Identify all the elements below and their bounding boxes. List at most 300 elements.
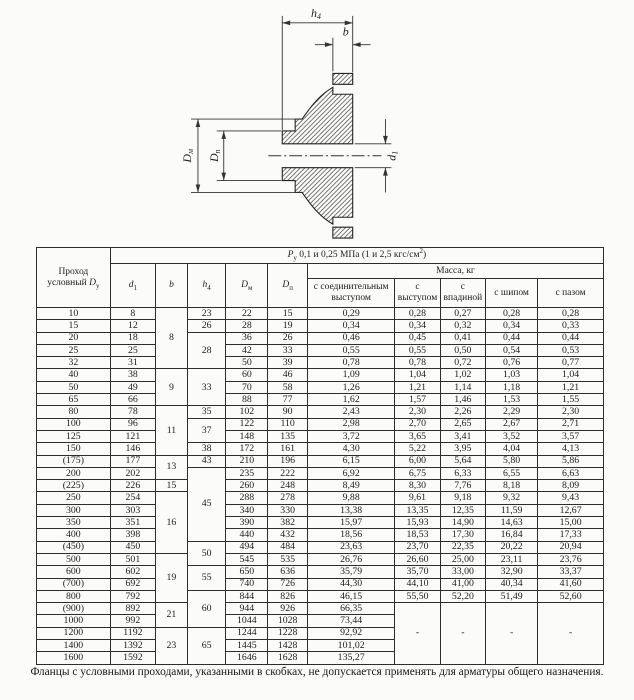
table-cell: 23 — [156, 627, 188, 664]
table-cell: 210 — [226, 455, 268, 467]
table-row — [37, 369, 604, 381]
table-cell: 351 — [110, 517, 155, 529]
table-cell: 33 — [187, 369, 226, 406]
table-cell: 146 — [110, 443, 155, 455]
header-h4: $h_4$ — [187, 264, 226, 308]
header-mass-raised: с выступом — [395, 279, 440, 308]
table-cell: 1,04 — [395, 369, 440, 381]
table-cell: 102 — [226, 406, 268, 418]
table-cell: 535 — [268, 553, 308, 565]
table-row — [37, 504, 604, 516]
table-row — [37, 381, 604, 393]
table-cell: 100 — [37, 418, 111, 430]
table-cell: - — [395, 603, 440, 664]
table-cell: 1,21 — [538, 381, 604, 393]
table-cell: 52,60 — [538, 590, 604, 602]
table-cell: 101,02 — [308, 640, 395, 652]
table-cell: 1,26 — [308, 381, 395, 393]
table-cell: 1,21 — [395, 381, 440, 393]
table-cell: 450 — [110, 541, 155, 553]
table-cell: 6,33 — [440, 467, 485, 479]
table-cell: 78 — [110, 406, 155, 418]
table-cell: 36 — [226, 332, 268, 344]
table-cell: 0,72 — [440, 357, 485, 369]
table-cell: 46,15 — [308, 590, 395, 602]
table-cell: 17,33 — [538, 529, 604, 541]
table-cell: 40,34 — [486, 578, 538, 590]
table-cell: 49 — [110, 381, 155, 393]
table-cell: 2,71 — [538, 418, 604, 430]
table-row — [37, 406, 604, 418]
table-cell: 0,28 — [395, 308, 440, 320]
table-cell: 2,70 — [395, 418, 440, 430]
table-cell: 55 — [187, 566, 226, 591]
table-cell: 22,35 — [440, 541, 485, 553]
table-cell: 38 — [187, 443, 226, 455]
table-cell: 122 — [226, 418, 268, 430]
table-cell: 6,15 — [308, 455, 395, 467]
table-cell: 1,53 — [486, 394, 538, 406]
table-cell: 26,60 — [395, 553, 440, 565]
table-cell: 90 — [268, 406, 308, 418]
table-cell: 9,32 — [486, 492, 538, 504]
dim-label-b: b — [342, 24, 349, 39]
table-cell: 0,50 — [440, 344, 485, 356]
header-b: b — [156, 264, 188, 308]
table-cell: 1592 — [110, 652, 155, 664]
table-cell: 3,57 — [538, 430, 604, 442]
table-cell: 9,61 — [395, 492, 440, 504]
table-row — [37, 480, 604, 492]
table-cell: 32,90 — [486, 566, 538, 578]
table-cell: 196 — [268, 455, 308, 467]
table-cell: 1400 — [37, 640, 111, 652]
table-cell: 4,13 — [538, 443, 604, 455]
table-cell: 125 — [37, 430, 111, 442]
table-cell: 148 — [226, 430, 268, 442]
table-cell: 0,32 — [440, 320, 485, 332]
table-row — [37, 529, 604, 541]
arrowhead — [196, 119, 201, 127]
header-py: $P_у$ 0,1 и 0,25 МПа (1 и 2,5 кгс/$см^2$) — [110, 248, 603, 264]
table-cell: 440 — [226, 529, 268, 541]
table-row — [37, 553, 604, 565]
table-cell: 1000 — [37, 615, 111, 627]
table-cell: 33,00 — [440, 566, 485, 578]
table-cell: (700) — [37, 578, 111, 590]
table-cell: 23 — [187, 308, 226, 320]
table-row — [37, 541, 604, 553]
table-row — [37, 308, 604, 320]
table-cell: 1,09 — [308, 369, 395, 381]
table-cell: 0,55 — [308, 344, 395, 356]
table-row — [37, 443, 604, 455]
table-cell: 0,76 — [486, 357, 538, 369]
table-cell: 110 — [268, 418, 308, 430]
arrowhead — [383, 168, 388, 176]
table-cell: 37 — [187, 418, 226, 443]
table-cell: 26 — [187, 320, 226, 332]
arrowhead — [196, 185, 201, 193]
table-cell: 6,63 — [538, 467, 604, 479]
table-cell: 8,18 — [486, 480, 538, 492]
table-cell: 6,00 — [395, 455, 440, 467]
table-cell: 692 — [110, 578, 155, 590]
table-cell: 13,38 — [308, 504, 395, 516]
table-cell: 13,35 — [395, 504, 440, 516]
table-cell: (900) — [37, 603, 111, 615]
table-cell: 150 — [37, 443, 111, 455]
table-cell: 35,79 — [308, 566, 395, 578]
table-cell: 650 — [226, 566, 268, 578]
table-cell: 135,27 — [308, 652, 395, 664]
table-cell: 3,52 — [486, 430, 538, 442]
table-cell: 5,22 — [395, 443, 440, 455]
table-cell: 9,18 — [440, 492, 485, 504]
table-cell: 0,34 — [308, 320, 395, 332]
table-cell: 222 — [268, 467, 308, 479]
table-cell: 1600 — [37, 652, 111, 664]
table-cell: 792 — [110, 590, 155, 602]
table-cell: 26,76 — [308, 553, 395, 565]
arrowhead — [353, 42, 361, 47]
table-row — [37, 344, 604, 356]
flange-drawing — [150, 2, 480, 248]
arrowhead — [325, 42, 333, 47]
table-cell: (450) — [37, 541, 111, 553]
table-cell: 0,29 — [308, 308, 395, 320]
table-cell: 0,27 — [440, 308, 485, 320]
table-cell: 77 — [268, 394, 308, 406]
table-cell: 944 — [226, 603, 268, 615]
table-cell: 0,45 — [395, 332, 440, 344]
dimension-b — [315, 38, 371, 72]
table-cell: 26 — [268, 332, 308, 344]
dim-label-dp: Dп — [206, 149, 222, 163]
table-cell: 16,84 — [486, 529, 538, 541]
table-cell: 0,44 — [538, 332, 604, 344]
table-cell: 0,28 — [538, 308, 604, 320]
table-cell: 12 — [110, 320, 155, 332]
table-cell: 18,56 — [308, 529, 395, 541]
arrowhead — [282, 20, 290, 25]
table-cell: 484 — [268, 541, 308, 553]
table-cell: 926 — [268, 603, 308, 615]
table-cell: 6,55 — [486, 467, 538, 479]
table-cell: 16 — [156, 492, 188, 553]
table-cell: 740 — [226, 578, 268, 590]
table-cell: 1,57 — [395, 394, 440, 406]
table-cell: 23,70 — [395, 541, 440, 553]
table-cell: 0,34 — [486, 320, 538, 332]
table-cell: 96 — [110, 418, 155, 430]
table-cell: 2,98 — [308, 418, 395, 430]
header-dy: Проход условный $D_у$ — [37, 248, 111, 308]
table-cell: 8,49 — [308, 480, 395, 492]
table-cell: 15 — [268, 308, 308, 320]
table-cell: 0,53 — [538, 344, 604, 356]
table-cell: 19 — [268, 320, 308, 332]
table-cell: 66 — [110, 394, 155, 406]
table-cell: 15 — [156, 480, 188, 492]
table-cell: 25,00 — [440, 553, 485, 565]
table-cell: 2,26 — [440, 406, 485, 418]
table-cell: 350 — [37, 517, 111, 529]
table-cell: 23,76 — [538, 553, 604, 565]
table-cell: 300 — [37, 504, 111, 516]
table-row — [37, 566, 604, 578]
table-row — [37, 517, 604, 529]
table-cell: 390 — [226, 517, 268, 529]
table-cell: 92,92 — [308, 627, 395, 639]
table-cell: 88 — [226, 394, 268, 406]
table-cell: 200 — [37, 467, 111, 479]
table-cell: 2,30 — [395, 406, 440, 418]
table-cell: 5,80 — [486, 455, 538, 467]
table-cell: 1,02 — [440, 369, 485, 381]
table-cell: 80 — [37, 406, 111, 418]
table-cell: 9,43 — [538, 492, 604, 504]
table-cell: 1,18 — [486, 381, 538, 393]
table-cell: 1445 — [226, 640, 268, 652]
flange-upper-body — [282, 87, 352, 144]
table-cell: 0,55 — [395, 344, 440, 356]
table-cell: 31 — [110, 357, 155, 369]
flange-lower-body — [282, 168, 352, 225]
table-cell: 35 — [187, 406, 226, 418]
table-cell: 18,53 — [395, 529, 440, 541]
table-cell: 0,33 — [538, 320, 604, 332]
table-cell: 52,20 — [440, 590, 485, 602]
dim-label-h4: h4 — [311, 5, 321, 21]
table-cell: 45 — [187, 467, 226, 541]
table-cell: 33 — [268, 344, 308, 356]
table-cell: 254 — [110, 492, 155, 504]
table-cell: 844 — [226, 590, 268, 602]
table-cell: 2,67 — [486, 418, 538, 430]
table-cell: 8 — [110, 308, 155, 320]
table-cell: - — [440, 603, 485, 664]
table-cell: 1,04 — [538, 369, 604, 381]
table-cell: 0,46 — [308, 332, 395, 344]
header-mass-connecting: с соединительным выступом — [308, 279, 395, 308]
table-cell: 1,62 — [308, 394, 395, 406]
table-cell: (175) — [37, 455, 111, 467]
table-cell: 14,90 — [440, 517, 485, 529]
table-cell: 60 — [226, 369, 268, 381]
table-cell: 3,65 — [395, 430, 440, 442]
table-cell: 202 — [110, 467, 155, 479]
table-row — [37, 603, 604, 615]
table-cell: 1200 — [37, 627, 111, 639]
table-row — [37, 332, 604, 344]
table-cell: 8 — [156, 308, 188, 369]
table-row — [37, 357, 604, 369]
table-cell: 892 — [110, 603, 155, 615]
table-cell: 494 — [226, 541, 268, 553]
table-cell: 20,94 — [538, 541, 604, 553]
table-cell: - — [486, 603, 538, 664]
header-dm: $D_м$ — [226, 264, 268, 308]
table-cell: 1244 — [226, 627, 268, 639]
table-row — [37, 394, 604, 406]
table-cell: 226 — [110, 480, 155, 492]
table-cell: 0,54 — [486, 344, 538, 356]
header-d1: $d_1$ — [110, 264, 155, 308]
table-cell: 18 — [110, 332, 155, 344]
table-cell: 340 — [226, 504, 268, 516]
table-cell: 726 — [268, 578, 308, 590]
table-cell: 51,49 — [486, 590, 538, 602]
table-cell: 135 — [268, 430, 308, 442]
table-cell: 161 — [268, 443, 308, 455]
arrowhead — [221, 173, 226, 181]
table-row — [37, 320, 604, 332]
header-mass-recess: с впадиной — [440, 279, 485, 308]
table-cell: 38 — [110, 369, 155, 381]
table-cell: 66,35 — [308, 603, 395, 615]
table-cell: 28 — [187, 332, 226, 369]
table-cell: 4,04 — [486, 443, 538, 455]
table-cell: 7,76 — [440, 480, 485, 492]
table-cell: 501 — [110, 553, 155, 565]
table-cell: 2,30 — [538, 406, 604, 418]
table-cell: 1028 — [268, 615, 308, 627]
header-mass-groove: с пазом — [538, 279, 604, 308]
table-cell: 2,65 — [440, 418, 485, 430]
table-cell: - — [538, 603, 604, 664]
table-cell: 6,92 — [308, 467, 395, 479]
table-cell: 636 — [268, 566, 308, 578]
table-cell: (225) — [37, 480, 111, 492]
table-row — [37, 590, 604, 602]
table-cell: 545 — [226, 553, 268, 565]
table-cell: 1044 — [226, 615, 268, 627]
table-cell: 1646 — [226, 652, 268, 664]
table-cell: 33,37 — [538, 566, 604, 578]
table-cell: 44,30 — [308, 578, 395, 590]
table-cell: 23,11 — [486, 553, 538, 565]
arrowhead — [383, 136, 388, 144]
table-cell: 0,41 — [440, 332, 485, 344]
table-cell: 1428 — [268, 640, 308, 652]
table-row — [37, 467, 604, 479]
table-cell: 23,63 — [308, 541, 395, 553]
header-dp: $D_п$ — [268, 264, 308, 308]
table-cell: 250 — [37, 492, 111, 504]
table-cell: 330 — [268, 504, 308, 516]
table-cell: 25 — [110, 344, 155, 356]
table-cell: 11 — [156, 406, 188, 455]
table-cell: 19 — [156, 553, 188, 602]
table-cell: 41,00 — [440, 578, 485, 590]
table-cell: 1,46 — [440, 394, 485, 406]
table-row — [37, 430, 604, 442]
table-cell: 58 — [268, 381, 308, 393]
table-cell: 5,86 — [538, 455, 604, 467]
table-cell: 32 — [37, 357, 111, 369]
table-cell: 43 — [187, 455, 226, 467]
table-cell: 248 — [268, 480, 308, 492]
dim-label-d1: d1 — [384, 150, 400, 161]
table-cell: 15,93 — [395, 517, 440, 529]
table-cell: 15 — [37, 320, 111, 332]
flange-upper-rim — [333, 73, 353, 84]
table-row — [37, 455, 604, 467]
table-cell: 44,10 — [395, 578, 440, 590]
table-cell: 6,75 — [395, 467, 440, 479]
table-cell: 8,09 — [538, 480, 604, 492]
table-cell: 303 — [110, 504, 155, 516]
table-cell: 1,55 — [538, 394, 604, 406]
header-mass: Масса, кг — [308, 264, 604, 279]
header-mass-tenon: с шипом — [486, 279, 538, 308]
table-row — [37, 578, 604, 590]
table-cell: 15,00 — [538, 517, 604, 529]
table-cell: 398 — [110, 529, 155, 541]
table-cell: 1,03 — [486, 369, 538, 381]
dim-label-dm: Dм — [180, 148, 195, 163]
table-cell: 1392 — [110, 640, 155, 652]
table-cell: 13 — [156, 455, 188, 480]
table-cell: 42 — [226, 344, 268, 356]
table-cell: 11,59 — [486, 504, 538, 516]
table-cell: 400 — [37, 529, 111, 541]
table-cell: 260 — [226, 480, 268, 492]
flange-lower-rim — [333, 227, 353, 238]
table-cell: 12,35 — [440, 504, 485, 516]
table-cell: 15,97 — [308, 517, 395, 529]
table-cell: 1628 — [268, 652, 308, 664]
table-cell: 602 — [110, 566, 155, 578]
table-cell: 2,43 — [308, 406, 395, 418]
table-cell: 235 — [226, 467, 268, 479]
table-cell: 0,34 — [395, 320, 440, 332]
table-cell: 65 — [37, 394, 111, 406]
table-cell: 0,28 — [486, 308, 538, 320]
table-cell: 70 — [226, 381, 268, 393]
table-cell: 35,70 — [395, 566, 440, 578]
table-cell: 50 — [37, 381, 111, 393]
table-cell: 55,50 — [395, 590, 440, 602]
table-cell: 50 — [226, 357, 268, 369]
table-cell: 41,60 — [538, 578, 604, 590]
table-row — [37, 418, 604, 430]
table-cell: 8,30 — [395, 480, 440, 492]
table-cell: 5,64 — [440, 455, 485, 467]
table-cell: 1,14 — [440, 381, 485, 393]
table-cell: 288 — [226, 492, 268, 504]
table-cell: 46 — [268, 369, 308, 381]
table-cell: 1192 — [110, 627, 155, 639]
table-cell: 65 — [187, 627, 226, 664]
table-cell: 382 — [268, 517, 308, 529]
table-cell: 600 — [37, 566, 111, 578]
table-cell: 3,72 — [308, 430, 395, 442]
table-cell: 278 — [268, 492, 308, 504]
table-cell: 17,30 — [440, 529, 485, 541]
flange-table — [36, 247, 604, 665]
table-cell: 0,78 — [395, 357, 440, 369]
table-row — [37, 492, 604, 504]
table-cell: 4,30 — [308, 443, 395, 455]
table-cell: 121 — [110, 430, 155, 442]
table-cell: 172 — [226, 443, 268, 455]
table-cell: 500 — [37, 553, 111, 565]
table-cell: 20,22 — [486, 541, 538, 553]
table-cell: 826 — [268, 590, 308, 602]
table-cell: 60 — [187, 590, 226, 627]
